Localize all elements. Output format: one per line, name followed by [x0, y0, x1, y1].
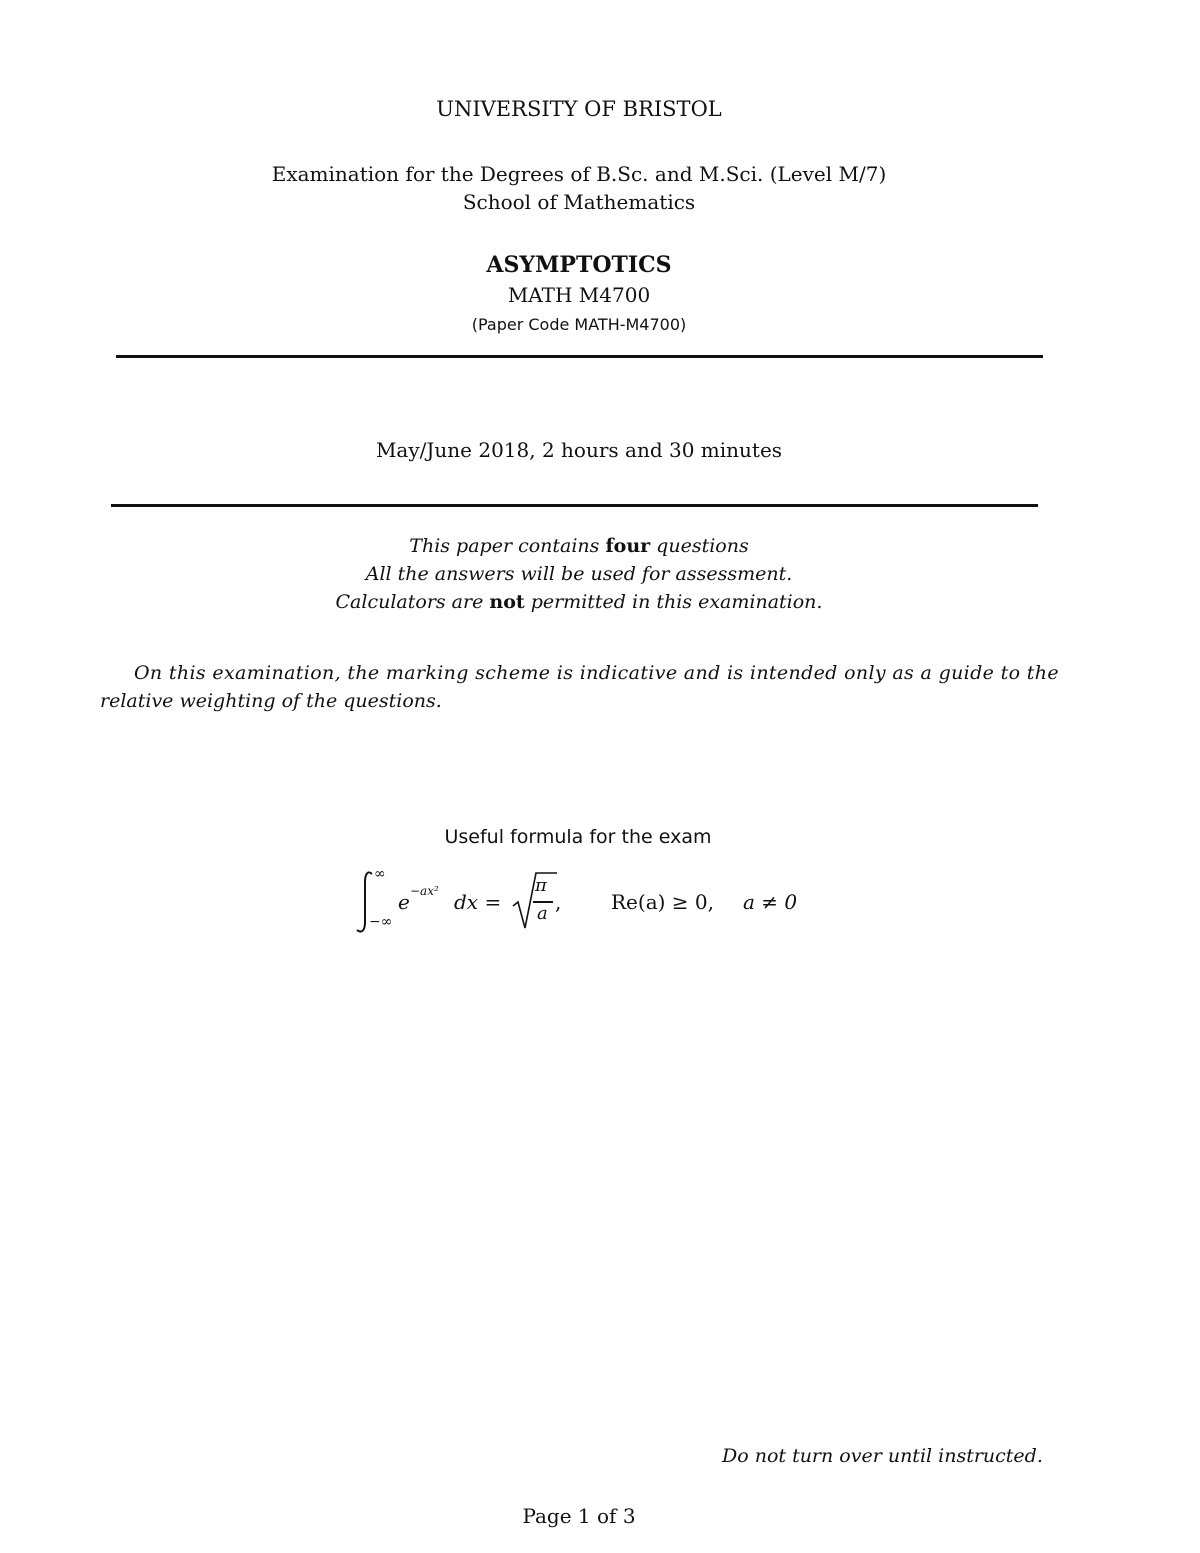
- university-name: UNIVERSITY OF BRISTOL: [436, 97, 722, 121]
- exam-date-duration: May/June 2018, 2 hours and 30 minutes: [375, 438, 783, 462]
- formula-heading: Useful formula for the exam: [444, 826, 712, 848]
- course-code: MATH M4700: [507, 283, 651, 307]
- condition-nonzero: a ≠ 0: [743, 890, 798, 914]
- question-count-post: questions: [650, 535, 749, 557]
- gaussian-integral-formula: [352, 866, 812, 938]
- assessment-line: All the answers will be used for assessment.: [365, 563, 793, 585]
- do-not-turn-over: Do not turn over until instructed.: [722, 1445, 1043, 1467]
- bottom-rule: [111, 504, 1038, 507]
- paper-code: (Paper Code MATH-M4700): [471, 315, 687, 334]
- condition-real-part: Re(a) ≥ 0,: [611, 890, 714, 914]
- integral-upper-limit: ∞: [374, 866, 386, 882]
- school-name: School of Mathematics: [462, 190, 696, 214]
- integrand-base: e: [398, 890, 410, 914]
- question-count-pre: This paper contains: [409, 535, 606, 557]
- calculator-post: permitted in this examination.: [524, 591, 823, 613]
- marking-note-line1: On this examination, the marking scheme is indicative and is intended only as a guide to the: [134, 662, 1059, 684]
- page-number: Page 1 of 3: [522, 1504, 636, 1528]
- examination-title: Examination for the Degrees of B.Sc. and M.Sci. (Level M/7): [271, 162, 887, 186]
- differential-equals: dx =: [454, 890, 502, 914]
- calculator-not: not: [489, 591, 525, 613]
- question-count-line: [0, 535, 1179, 557]
- top-rule: [116, 355, 1043, 358]
- integrand-exponent: −ax²: [410, 884, 439, 898]
- formula-comma: ,: [555, 890, 562, 914]
- marking-note-line2: relative weighting of the questions.: [100, 690, 442, 712]
- fraction-numerator: π: [535, 875, 547, 896]
- calculator-pre: Calculators are: [335, 591, 490, 613]
- question-count-number: four: [605, 535, 651, 557]
- integral-lower-limit: −∞: [369, 914, 393, 930]
- course-title: ASYMPTOTICS: [486, 252, 672, 278]
- calculator-line: [0, 591, 1179, 613]
- fraction-denominator: a: [537, 903, 548, 924]
